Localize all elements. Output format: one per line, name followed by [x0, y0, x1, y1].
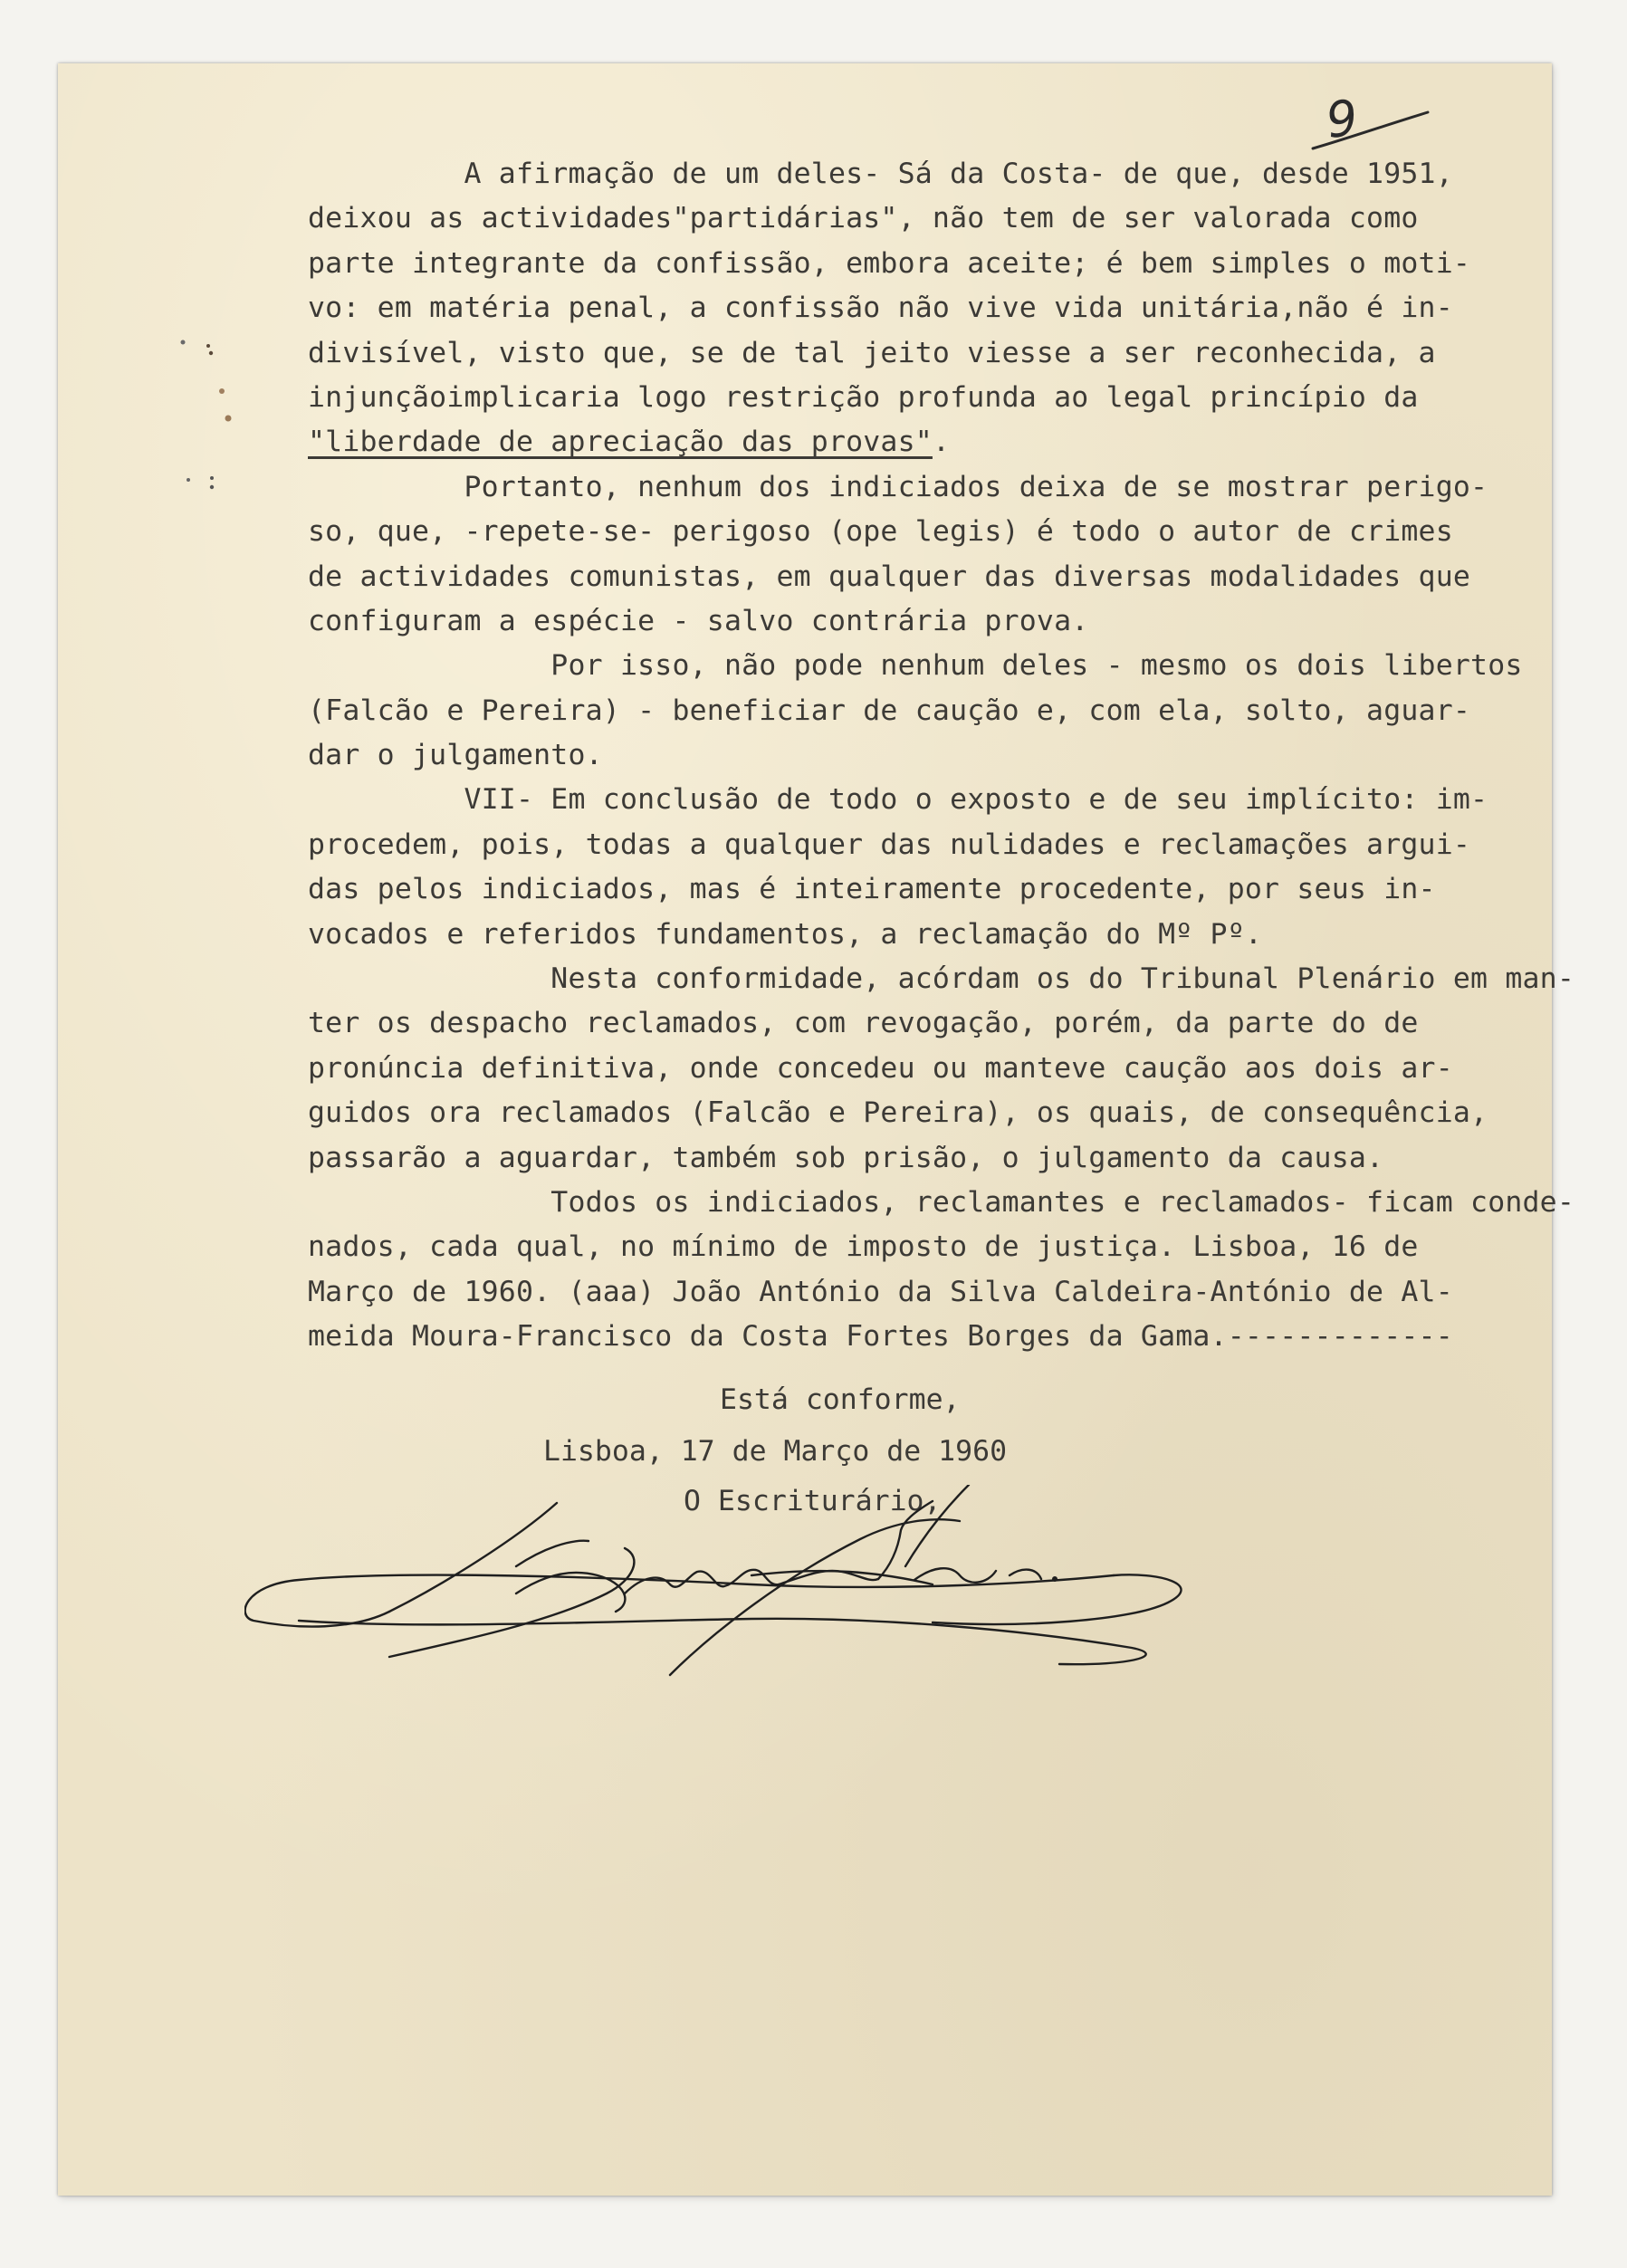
body-line: pronúncia definitiva, onde concedeu ou manteve caução aos dois ar- — [308, 1051, 1453, 1085]
body-line: dar o julgamento. — [308, 739, 603, 772]
body-line: Portanto, nenhum dos indiciados deixa de se mostrar perigo- — [308, 470, 1488, 503]
body-line: procedem, pois, todas a qualquer das nulidades e reclamações argui- — [308, 828, 1471, 861]
body-line: vo: em matéria penal, a confissão não vive vida unitária,não é in- — [308, 292, 1453, 325]
body-line: das pelos indiciados, mas é inteiramente procedente, por seus in- — [308, 873, 1436, 906]
page-number-underline — [1308, 101, 1435, 156]
handwritten-signature — [244, 1485, 1213, 1693]
underlined-phrase: "liberdade de apreciação das provas" — [308, 426, 933, 459]
body-line: A afirmação de um deles- Sá da Costa- de que, desde 1951, — [308, 158, 1453, 190]
closing-place-date: Lisboa, 17 de Março de 1960 — [543, 1435, 1008, 1468]
body-line: parte integrante da confissão, embora aceite; é bem simples o moti- — [308, 246, 1471, 280]
body-line: deixou as actividades"partidárias", não tem de ser valorada como — [308, 202, 1419, 235]
body-line: Nesta conformidade, acórdam os do Tribunal Plenário em man- — [308, 962, 1575, 996]
body-line: vocados e referidos fundamentos, a reclamação do Mº Pº. — [308, 917, 1263, 951]
closing-conforme: Está conforme, — [720, 1383, 961, 1416]
ink-specks — [172, 335, 299, 516]
body-line: ter os despacho reclamados, com revogação, porém, da parte do de — [308, 1007, 1419, 1040]
body-line: nados, cada qual, no mínimo de imposto de justiça. Lisboa, 16 de — [308, 1230, 1419, 1264]
body-line: divisível, visto que, se de tal jeito viesse a ser reconhecida, a — [308, 336, 1436, 369]
body-line: configuram a espécie - salvo contrária prova. — [308, 604, 1089, 637]
body-line: meida Moura-Francisco da Costa Fortes Borges da Gama.------------- — [308, 1320, 1453, 1354]
underlined-tail: . — [932, 426, 951, 459]
body-line: passarão a aguardar, também sob prisão, o julgamento da causa. — [308, 1141, 1384, 1174]
body-line-underlined — [308, 420, 1539, 464]
body-line: de actividades comunistas, em qualquer das diversas modalidades que — [308, 560, 1471, 593]
letter-body — [308, 152, 1575, 1360]
body-line: VII- Em conclusão de todo o exposto e de seu implícito: im- — [308, 783, 1488, 817]
body-line: Por isso, não pode nenhum deles - mesmo os dois libertos — [308, 649, 1523, 683]
body-line: so, que, -repete-se- perigoso (ope legis) é todo o autor de crimes — [308, 515, 1453, 549]
page-number: 9 — [1322, 88, 1362, 150]
body-line: injunçãoimplicaria logo restrição profunda ao legal princípio da — [308, 380, 1419, 414]
body-line: Todos os indiciados, reclamantes e reclamados- ficam conde- — [308, 1185, 1575, 1219]
closing-role: O Escriturário, — [684, 1485, 942, 1517]
body-line: (Falcão e Pereira) - beneficiar de caução e, com ela, solto, aguar- — [308, 694, 1471, 727]
body-line: guidos ora reclamados (Falcão e Pereira), os quais, de consequência, — [308, 1096, 1488, 1130]
body-line: Março de 1960. (aaa) João António da Silva Caldeira-António de Al- — [308, 1275, 1453, 1308]
